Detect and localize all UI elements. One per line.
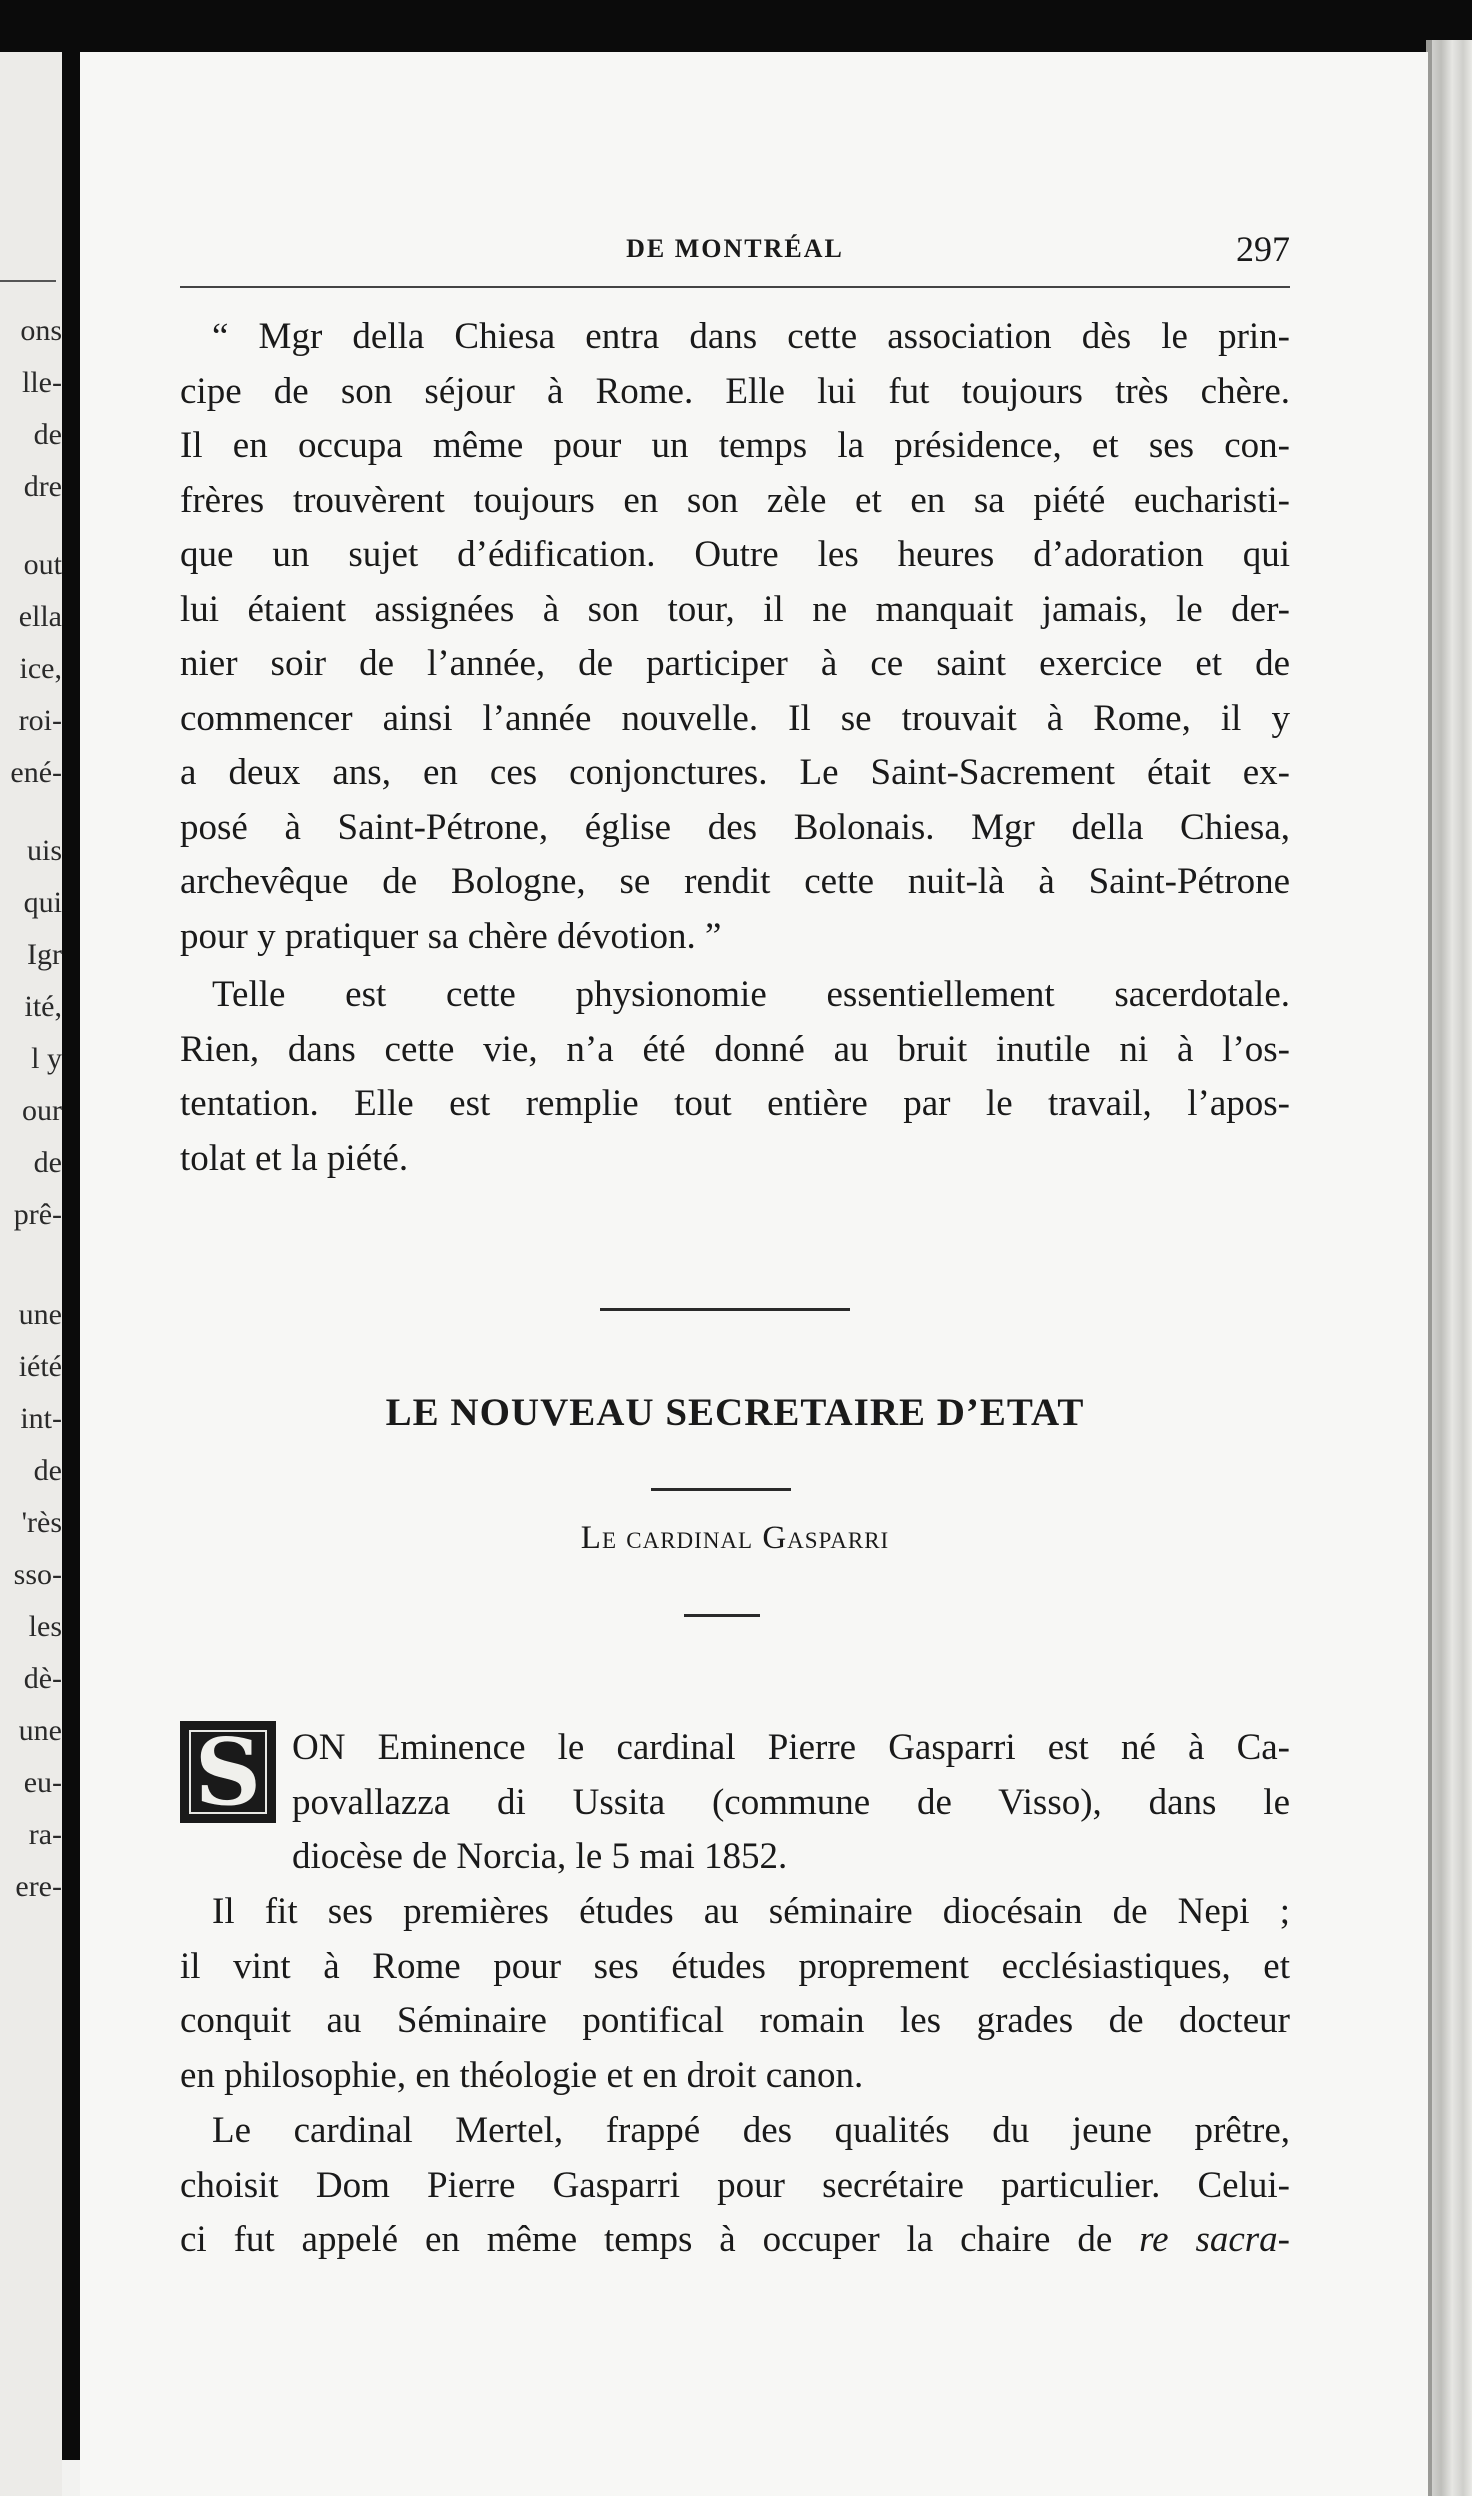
text-line xyxy=(180,2159,1290,2214)
facing-page-fragment: qui xyxy=(23,886,62,919)
facing-page-fragment: une xyxy=(18,1714,62,1747)
text-line: tolat et la piété. xyxy=(180,1137,409,1179)
text-line: a deux ans, en ces conjonctures. Le Saint-Sacrement était ex- xyxy=(180,752,1290,793)
dropcap-letter: S xyxy=(194,1718,262,1826)
facing-page-fragment: l y xyxy=(31,1042,62,1075)
facing-page-fragment: int- xyxy=(20,1402,62,1435)
quote-paragraph xyxy=(180,310,1290,964)
text-line: ON Eminence le cardinal Pierre Gasparri est né à Ca- xyxy=(292,1727,1290,1768)
text-line: il vint à Rome pour ses études proprement ecclésiastiques, et xyxy=(180,1945,1290,1987)
facing-page-fragment: ra- xyxy=(28,1818,62,1851)
facing-page-rule xyxy=(0,280,56,282)
facing-page-fragment: dè- xyxy=(23,1662,62,1695)
text-line: “ Mgr della Chiesa entra dans cette association dès le prin- xyxy=(212,316,1290,357)
facing-page-fragment: les xyxy=(28,1610,62,1643)
header-rule xyxy=(180,286,1290,288)
running-header xyxy=(180,229,1290,284)
text-line: Rien, dans cette vie, n’a été donné au bruit inutile ni à l’os- xyxy=(180,1028,1290,1070)
facing-page-fragment: our xyxy=(22,1094,62,1127)
facing-page-fragment: Igr xyxy=(27,938,62,971)
page-number: 297 xyxy=(1236,229,1290,269)
facing-page-fragment: uis xyxy=(26,834,62,867)
text-line: conquit au Séminaire pontifical romain les grades de docteur xyxy=(180,2000,1290,2041)
facing-page-fragment: 'rès xyxy=(21,1506,62,1539)
text-line: cipe de son séjour à Rome. Elle lui fut toujours très chère. xyxy=(180,370,1290,412)
facing-page-fragment: ere- xyxy=(15,1870,62,1903)
facing-page-edge xyxy=(0,52,62,2496)
facing-page-fragment: une xyxy=(18,1298,62,1331)
facing-page-fragment: de xyxy=(33,418,62,451)
text-line: Il fit ses premières études au séminaire diocésain de Nepi ; xyxy=(212,1891,1290,1932)
text-line: Telle est cette physionomie essentiellement sacerdotale. xyxy=(212,974,1290,1015)
mertel-paragraph xyxy=(180,2104,1290,2268)
facing-page-fragment: iété xyxy=(18,1350,62,1383)
facing-page-fragment: prê- xyxy=(13,1198,62,1231)
text-line: frères trouvèrent toujours en son zèle et en sa piété eucharisti- xyxy=(180,479,1290,521)
text-line: Il en occupa même pour un temps la présidence, et ses con- xyxy=(180,425,1290,466)
title-divider xyxy=(651,1488,791,1491)
text-segment: choisit Dom Pierre Gasparri pour secrétaire particulier. Celui- xyxy=(180,2164,1290,2206)
facing-page-fragment: ité, xyxy=(24,990,62,1023)
page-stack-edge xyxy=(1428,40,1472,2496)
text-line: posé à Saint-Pétrone, église des Bolonais. Mgr della Chiesa, xyxy=(180,806,1290,848)
text-line: tentation. Elle est remplie tout entière par le travail, l’apos- xyxy=(180,1083,1290,1124)
text-line: povallazza di Ussita (commune de Visso), dans le xyxy=(292,1781,1290,1823)
dropcap-initial xyxy=(180,1718,276,1826)
text-line xyxy=(180,2104,1290,2159)
facing-page-fragment: ené- xyxy=(10,756,62,789)
text-line: que un sujet d’édification. Outre les heures d’adoration qui xyxy=(180,534,1290,575)
scan-top-band xyxy=(0,0,1472,52)
italic-term: re sacra- xyxy=(1139,2219,1291,2260)
text-line: diocèse de Norcia, le 5 mai 1852. xyxy=(292,1836,788,1877)
binding-shadow xyxy=(62,40,80,2460)
facing-page-fragment: eu- xyxy=(23,1766,62,1799)
section-title: LE NOUVEAU SECRETAIRE D’ETAT xyxy=(385,1391,1085,1434)
text-line: archevêque de Bologne, se rendit cette nuit-là à Saint-Pétrone xyxy=(180,861,1290,902)
text-line: en philosophie, en théologie et en droit canon. xyxy=(180,2054,864,2096)
facing-page-fragment: out xyxy=(23,548,62,581)
closing-paragraph xyxy=(180,968,1290,1186)
text-line: commencer ainsi l’année nouvelle. Il se trouvait à Rome, il y xyxy=(180,697,1290,739)
facing-page-fragment: ice, xyxy=(19,652,62,685)
facing-page-fragment: ons xyxy=(20,314,62,347)
facing-page-fragment: lle- xyxy=(22,366,62,399)
text-line: nier soir de l’année, de participer à ce saint exercice et de xyxy=(180,643,1290,684)
facing-page-fragment: ella xyxy=(18,600,62,633)
section-subtitle: Le cardinal Gasparri xyxy=(580,1520,890,1556)
text-line: pour y pratiquer sa chère dévotion. ” xyxy=(180,915,722,957)
text-line: lui étaient assignées à son tour, il ne manquait jamais, le der- xyxy=(180,588,1290,630)
text-segment: ci fut appelé en même temps à occuper la chaire de xyxy=(180,2219,1140,2260)
subtitle-divider xyxy=(684,1614,760,1617)
facing-page-fragment: roi- xyxy=(18,704,62,737)
facing-page-fragment: de xyxy=(33,1146,62,1179)
opening-paragraph xyxy=(292,1721,1290,1885)
text-segment: Le cardinal Mertel, frappé des qualités du jeune prêtre, xyxy=(212,2110,1290,2151)
studies-paragraph xyxy=(180,1885,1290,2103)
facing-page-fragment: dre xyxy=(23,470,62,503)
facing-page-fragment: de xyxy=(33,1454,62,1487)
facing-page-fragment: sso- xyxy=(13,1558,62,1591)
running-header-title: DE MONTRÉAL xyxy=(626,234,844,263)
text-line xyxy=(180,2213,1290,2268)
book-page xyxy=(80,52,1428,2496)
section-divider xyxy=(600,1308,850,1311)
